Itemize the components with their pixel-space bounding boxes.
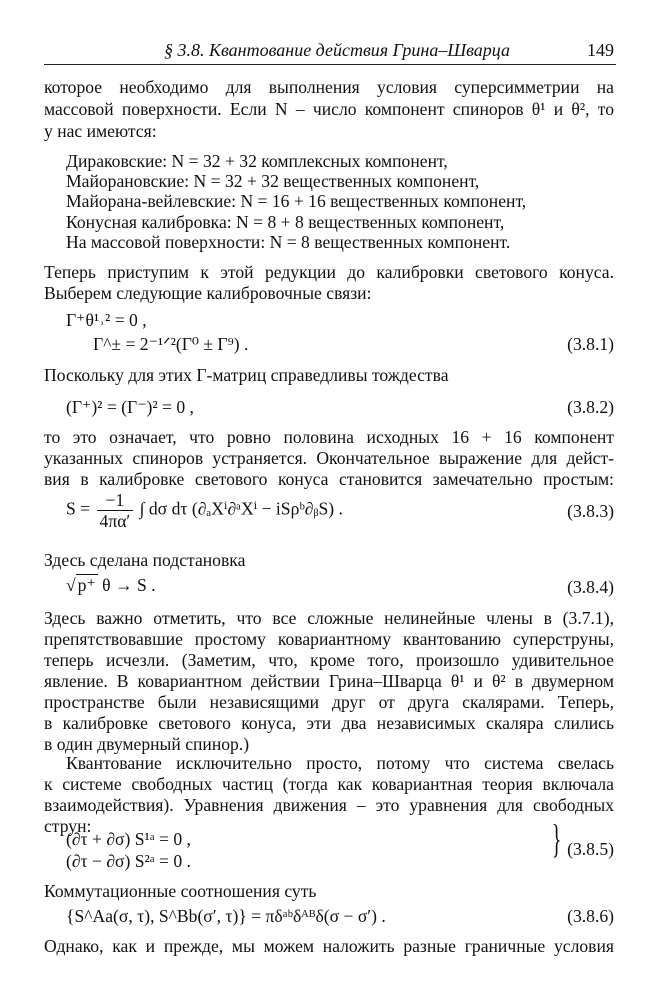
equation-3-8-3 <box>66 490 343 531</box>
equation-number-3-8-1: (3.8.1) <box>567 334 614 354</box>
equation-3-8-1-line-2: Γ^± = 2⁻¹ᐟ²(Γ⁰ ± Γ⁹) . <box>93 334 249 354</box>
paragraph-6-line-3: теперь исчезли. (Заметим, что, кроме того, произошло удивительное <box>44 650 614 670</box>
paragraph-1-line-3: у нас имеются: <box>44 121 157 141</box>
paragraph-7-line-1: Квантование исключительно просто, потому что система свелась <box>66 753 614 773</box>
equation-3-8-2: (Γ⁺)² = (Γ⁻)² = 0 , <box>66 397 194 417</box>
equation-3-8-3-lhs: S = <box>66 498 91 519</box>
running-header <box>44 38 616 65</box>
equation-3-8-4-rest: θ → S . <box>97 575 156 595</box>
paragraph-4-line-1: то это означает, что ровно половина исходных 16 + 16 компонент <box>44 427 614 447</box>
paragraph-4-line-3: вия в калибровке светового конуса становится замечательно простым: <box>44 469 614 489</box>
equation-3-8-3-rhs: ∫ dσ dτ (∂ₐXⁱ∂ᵃXⁱ − iSρᵇ∂ᵦS) . <box>139 498 343 519</box>
fraction-numerator: −1 <box>97 490 134 511</box>
paragraph-6-line-5: пространстве были независящими друг от друга скалярами. Теперь, <box>44 692 614 712</box>
paragraph-9: Однако, как и прежде, мы можем наложить разные граничные условия <box>44 936 614 956</box>
header-title: § 3.8. Квантование действия Грина–Шварца <box>164 40 511 60</box>
paragraph-7-line-3: взаимодействия). Уравнения движения – это уравнения для свободных <box>44 795 614 815</box>
equation-3-8-4 <box>66 574 156 596</box>
paragraph-6-line-1: Здесь важно отметить, что все сложные нелинейные члены в (3.7.1), <box>44 608 614 628</box>
sqrt-symbol: √ <box>66 575 76 595</box>
list-item-majorana-weyl: Майорана-вейлевские: N = 16 + 16 вещественных компонент, <box>66 191 527 211</box>
list-item-lightcone: Конусная калибровка: N = 8 + 8 вещественных компонент, <box>66 212 505 232</box>
paragraph-1-line-2: массовой поверхности. Если N – число компонент спиноров θ¹ и θ², то <box>44 99 614 119</box>
list-item-dirac: Дираковские: N = 32 + 32 комплексных компонент, <box>66 151 448 171</box>
list-item-majorana: Майорановские: N = 32 + 32 вещественных компонент, <box>66 171 480 191</box>
page-number: 149 <box>587 40 614 60</box>
paragraph-6-line-2: препятствовавшие простому ковариантному квантованию суперструны, <box>44 629 614 649</box>
paragraph-3: Поскольку для этих Γ-матриц справедливы тождества <box>44 365 449 385</box>
paragraph-6-line-7: в один двумерный спинор.) <box>44 734 250 754</box>
paragraph-5: Здесь сделана подстановка <box>44 550 246 570</box>
equation-number-3-8-3: (3.8.3) <box>567 501 614 521</box>
paragraph-4-line-2: указанных спиноров устраняется. Окончательное выражение для дейст- <box>44 448 614 468</box>
fraction-denominator: 4πα′ <box>99 511 131 531</box>
equation-3-8-3-fraction <box>97 490 134 531</box>
sqrt-radicand: p⁺ <box>77 575 96 595</box>
equation-number-3-8-5: (3.8.5) <box>567 839 614 859</box>
equation-number-3-8-2: (3.8.2) <box>567 397 614 417</box>
equation-3-8-5-line-2: (∂τ − ∂σ) S²ᵃ = 0 . <box>66 851 191 871</box>
paragraph-6-line-4: явление. В ковариантном действии Грина–Шварца θ¹ и θ² в двумерном <box>44 671 614 691</box>
equation-3-8-5-line-1: (∂τ + ∂σ) S¹ᵃ = 0 , <box>66 829 191 849</box>
equation-number-3-8-6: (3.8.6) <box>567 906 614 926</box>
list-item-mass-shell: На массовой поверхности: N = 8 вещественных компонент. <box>66 232 511 252</box>
equation-3-8-1-line-1: Γ⁺θ¹˒² = 0 , <box>66 310 147 330</box>
paragraph-6-line-6: в калибровке светового конуса, эти два независимых скаляра слились <box>44 713 614 733</box>
equation-3-8-5-brace: } <box>551 816 562 861</box>
paragraph-1-line-1: которое необходимо для выполнения условия суперсимметрии на <box>44 77 614 97</box>
paragraph-7-line-2: к системе свободных частиц (тогда как ковариантная теория включала <box>44 774 614 794</box>
paragraph-7-line-4: струн: <box>44 816 92 836</box>
paragraph-2-line-2: Выберем следующие калибровочные связи: <box>44 283 372 303</box>
paragraph-2-line-1: Теперь приступим к этой редукции до калибровки светового конуса. <box>44 262 614 282</box>
equation-3-8-6: {S^Aa(σ, τ), S^Bb(σ′, τ)} = πδᵃᵇδᴬᴮδ(σ − σ′) . <box>66 906 386 926</box>
paragraph-8: Коммутационные соотношения суть <box>44 881 317 901</box>
equation-number-3-8-4: (3.8.4) <box>567 577 614 597</box>
